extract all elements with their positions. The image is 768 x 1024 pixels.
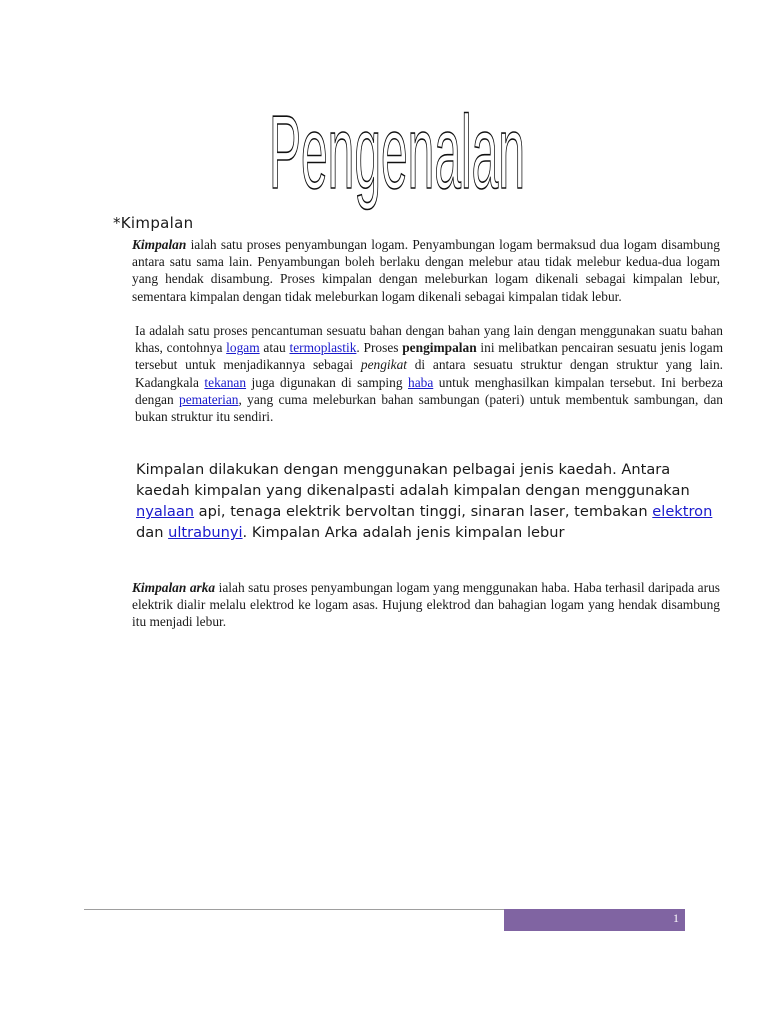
paragraph-text: . Kimpalan Arka adalah jenis kimpalan lebur [242, 524, 565, 541]
paragraph-arc-welding [91, 579, 720, 631]
term-pengikat: pengikat [360, 357, 407, 373]
paragraph-text: , yang cuma meleburkan bahan sambungan (pateri) untuk membentuk sambungan, dan bukan struktur itu sendiri. [135, 391, 723, 425]
term-pengimpalan: pengimpalan [402, 340, 477, 356]
link-logam[interactable]: logam [226, 340, 260, 356]
paragraph-definition [91, 236, 720, 305]
link-pematerian[interactable]: pematerian [179, 391, 239, 407]
link-elektron[interactable]: elektron [652, 503, 713, 520]
link-nyalaan[interactable]: nyalaan [136, 503, 195, 520]
paragraph-text: ialah satu proses penyambungan logam. Penyambungan logam bermaksud dua logam disambung antara satu sama lain. Penyambungan boleh berlaku dengan melebur atau tidak melebur kedua-dua logam yang hendak disambung. Proses kimpalan dengan meleburkan logam dikenali sebagai kimpalan lebur, sementara kimpalan dengan tidak meleburkan logam dikenali sebagai kimpalan tidak lebur. [132, 237, 720, 304]
paragraph-methods [91, 459, 726, 543]
link-ultrabunyi[interactable]: ultrabunyi [168, 524, 243, 541]
title-text: Pengenalan [269, 95, 525, 211]
page-number: 1 [673, 911, 679, 925]
paragraph-text: di antara sesuatu struktur dengan struktur yang lain. Kadangkala [135, 357, 723, 390]
section-heading: *Kimpalan [113, 214, 194, 232]
link-haba[interactable]: haba [408, 374, 434, 390]
term-kimpalan: Kimpalan [132, 237, 187, 252]
paragraph-text: Ia adalah satu proses pencantuman sesuatu bahan dengan bahan yang lain dengan menggunakan suatu bahan khas, contohnya [135, 323, 723, 356]
term-kimpalan-arka: Kimpalan arka [132, 580, 216, 595]
paragraph-text: Kimpalan dilakukan dengan menggunakan pelbagai jenis kaedah. Antara kaedah kimpalan yang dikenalpasti adalah kimpalan dengan menggunakan [136, 461, 690, 499]
footer-page-bar [504, 909, 685, 931]
paragraph-process [91, 322, 723, 425]
paragraph-text: ialah satu proses penyambungan logam yang menggunakan haba. Haba terhasil daripada arus elektrik dialir melalu elektrod ke logam asas. Hujung elektrod dan bahagian logam yang hendak disambung itu menjadi lebur. [132, 580, 720, 630]
link-tekanan[interactable]: tekanan [204, 374, 247, 390]
paragraph-text: dan [136, 524, 169, 541]
paragraph-text: ini melibatkan pencairan sesuatu jenis logam tersebut untuk menjadikannya sebagai [135, 340, 723, 373]
paragraph-text: atau [259, 340, 290, 356]
paragraph-text: juga digunakan di samping [246, 374, 408, 390]
paragraph-text: untuk menghasilkan kimpalan tersebut. Ini berbeza dengan [135, 374, 723, 407]
title-wordart [262, 84, 532, 219]
link-termoplastik[interactable]: termoplastik [289, 340, 357, 356]
paragraph-text: api, tenaga elektrik bervoltan tinggi, sinaran laser, tembakan [194, 503, 653, 520]
paragraph-text: . Proses [356, 340, 403, 356]
